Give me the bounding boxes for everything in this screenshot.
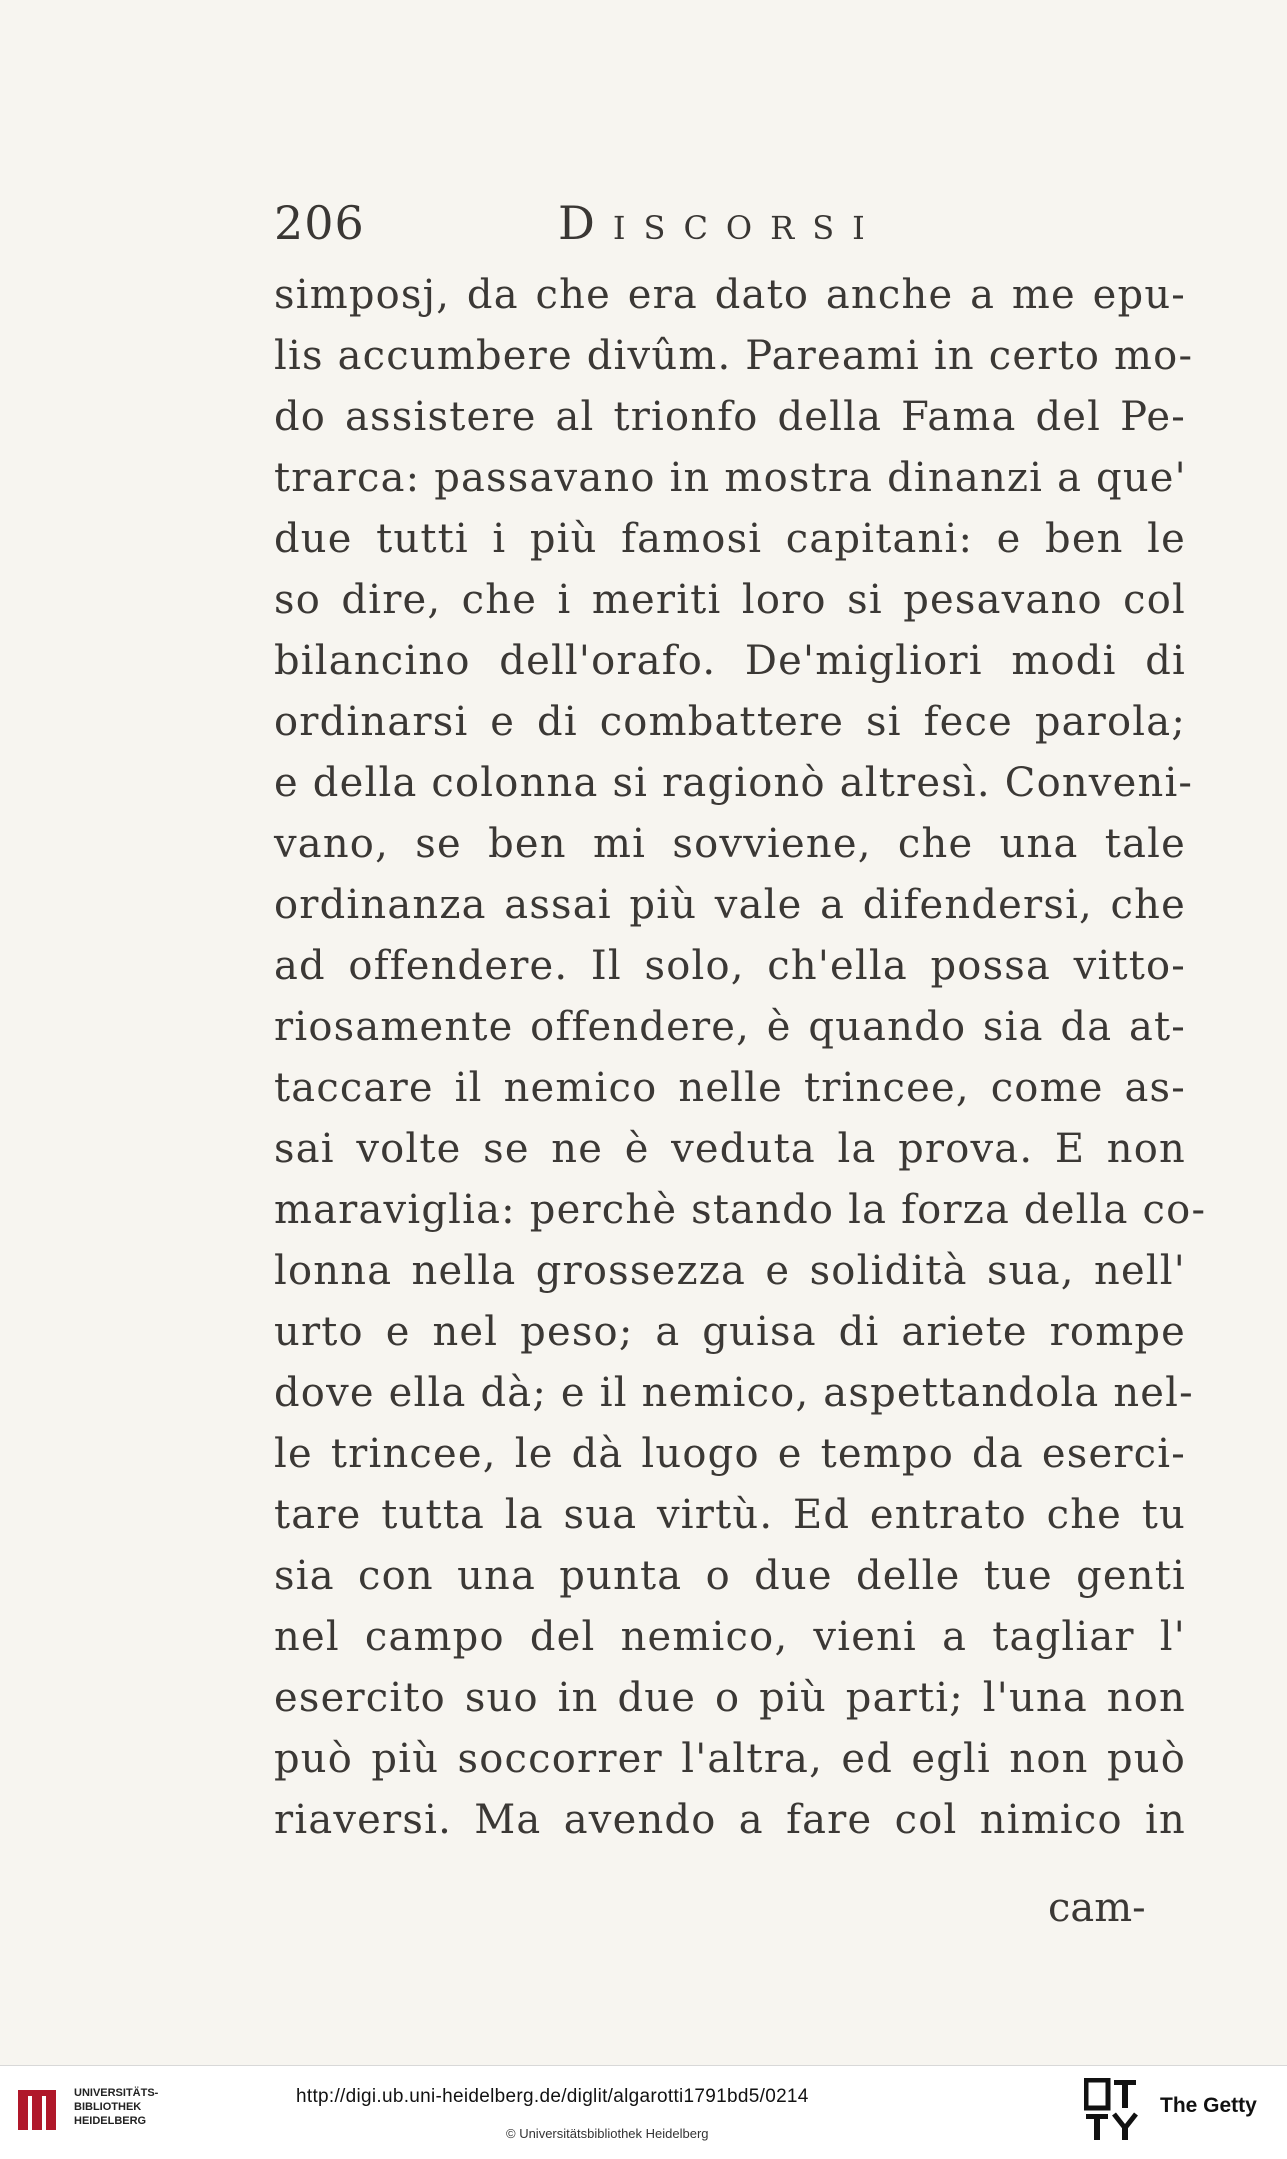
running-head: [274, 196, 1194, 256]
text-line: può più soccorrer l'altra, ed egli non può: [274, 1736, 1186, 1782]
text-line: riaversi. Ma avendo a fare col nimico in: [274, 1797, 1186, 1843]
text-line: riosamente offendere, è quando sia da at-: [274, 1004, 1186, 1050]
viewer-footer: [0, 2065, 1287, 2159]
text-line: maraviglia: perchè stando la forza della co-: [274, 1187, 1207, 1233]
catchword: cam-: [1048, 1885, 1146, 1931]
page-number: 206: [274, 196, 365, 250]
body-text: [274, 265, 1207, 1851]
text-line: le trincee, le dà luogo e tempo da eserci-: [274, 1431, 1186, 1477]
text-line: so dire, che i meriti loro si pesavano col: [274, 577, 1186, 623]
university-library-name: UNIVERSITÄTS- BIBLIOTHEK HEIDELBERG: [74, 2087, 159, 2127]
text-line: sia con una punta o due delle tue genti: [274, 1553, 1186, 1599]
text-line: vano, se ben mi sovviene, che una tale: [274, 821, 1186, 867]
text-line: taccare il nemico nelle trincee, come as-: [274, 1065, 1186, 1111]
text-line: dove ella dà; e il nemico, aspettandola nel-: [274, 1370, 1194, 1416]
copyright-notice: © Universitätsbibliothek Heidelberg: [506, 2126, 709, 2141]
text-line: sai volte se ne è veduta la prova. E non: [274, 1126, 1186, 1172]
text-line: ordinanza assai più vale a difendersi, che: [274, 882, 1186, 928]
university-library-logo-icon: [14, 2084, 66, 2136]
running-head-title: Discorsi: [558, 196, 883, 250]
getty-name: The Getty: [1160, 2094, 1257, 2117]
text-line: tare tutta la sua virtù. Ed entrato che tu: [274, 1492, 1186, 1538]
text-line: e della colonna si ragionò altresì. Conveni-: [274, 760, 1194, 806]
text-line: nel campo del nemico, vieni a tagliar l': [274, 1614, 1186, 1660]
text-line: ad offendere. Il solo, ch'ella possa vitto-: [274, 943, 1186, 989]
text-line: trarca: passavano in mostra dinanzi a que': [274, 455, 1187, 501]
page-url-link[interactable]: http://digi.ub.uni-heidelberg.de/diglit/algarotti1791bd5/0214: [296, 2086, 809, 2107]
getty-logo-icon: [1084, 2078, 1138, 2142]
text-line: do assistere al trionfo della Fama del Pe-: [274, 394, 1186, 440]
text-line: urto e nel peso; a guisa di ariete rompe: [274, 1309, 1186, 1355]
text-line: lonna nella grossezza e solidità sua, nell': [274, 1248, 1186, 1294]
text-line: simposj, da che era dato anche a me epu-: [274, 272, 1186, 318]
text-line: esercito suo in due o più parti; l'una non: [274, 1675, 1186, 1721]
text-line: ordinarsi e di combattere si fece parola;: [274, 699, 1186, 745]
text-line: lis accumbere divûm. Pareami in certo mo-: [274, 333, 1194, 379]
text-line: bilancino dell'orafo. De'migliori modi di: [274, 638, 1186, 684]
text-line: due tutti i più famosi capitani: e ben le: [274, 516, 1186, 562]
